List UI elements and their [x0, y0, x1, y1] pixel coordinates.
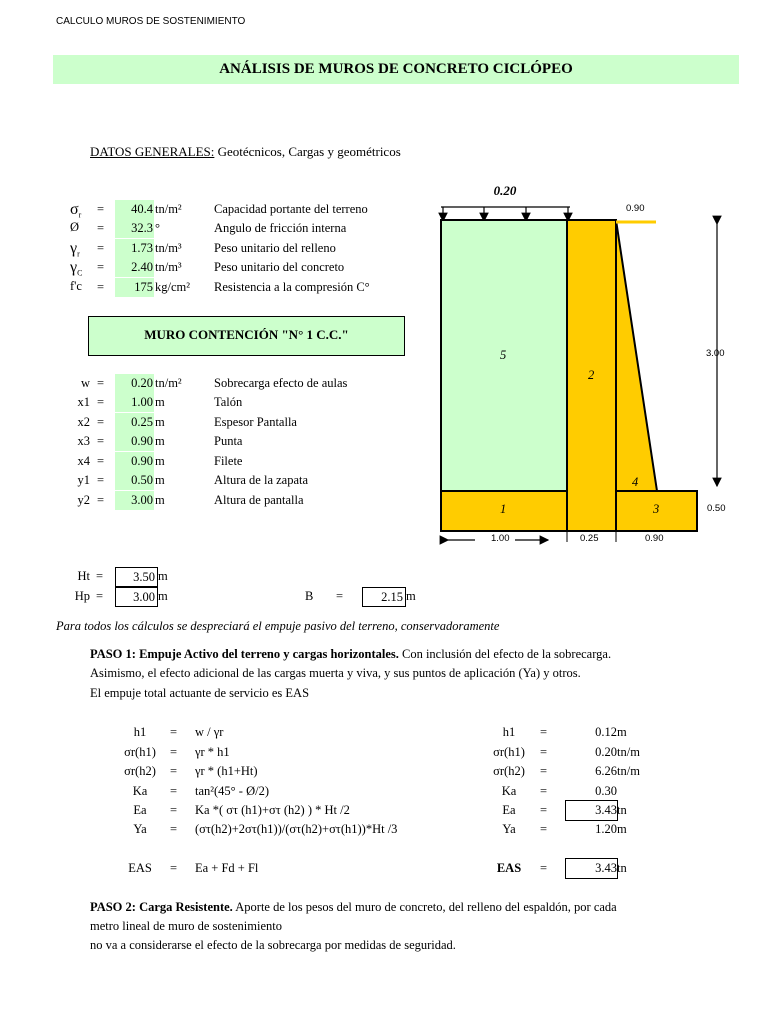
- result-eq: =: [540, 725, 548, 739]
- result-label: σr(h2): [493, 764, 525, 778]
- page-title: ANÁLISIS DE MUROS DE CONCRETO CICLÓPEO: [219, 61, 573, 77]
- datos-unit: °: [155, 221, 160, 235]
- muro-description: Altura de pantalla: [214, 493, 304, 507]
- paso2-title: PASO 2: Carga Resistente.: [90, 900, 233, 914]
- datos-symbol: [70, 201, 92, 220]
- formula-lhs: h1: [133, 725, 147, 739]
- datos-value: 40.4: [115, 200, 154, 219]
- result-unit: m: [617, 822, 627, 836]
- result-label: σr(h1): [493, 745, 525, 759]
- symbol-main: f'c: [70, 279, 82, 293]
- formula-eq: =: [170, 784, 178, 798]
- datos-symbol: [70, 240, 92, 259]
- result-eq: =: [540, 822, 548, 836]
- result-eq: =: [540, 803, 548, 817]
- eas-result-label: EAS: [496, 861, 522, 875]
- muro-symbol: x2: [77, 415, 90, 429]
- datos-symbol: [70, 220, 92, 235]
- paso1-line1: [90, 647, 611, 662]
- wall-section-diagram: [420, 180, 740, 550]
- symbol-main: γ: [70, 240, 78, 257]
- muro-value: 0.50: [115, 471, 154, 490]
- ht-label: Ht: [77, 569, 90, 583]
- formula-lhs: σr(h1): [124, 745, 156, 759]
- muro-eq: =: [97, 434, 105, 448]
- dim-stem-label: 0.25: [580, 533, 599, 544]
- eas-value: 3.43: [565, 858, 618, 879]
- datos-description: Peso unitario del concreto: [214, 260, 345, 274]
- muro-description: Altura de la zapata: [214, 473, 309, 487]
- result-unit: tn: [617, 803, 627, 817]
- datos-eq: =: [97, 221, 105, 235]
- result-eq: =: [540, 745, 548, 759]
- paso2-line1: [90, 900, 617, 915]
- symbol-main: γ: [70, 259, 78, 276]
- muro-description: Espesor Pantalla: [214, 415, 297, 429]
- eas-formula: Ea + Fd + Fl: [195, 861, 259, 875]
- zone-5-label: 5: [500, 348, 507, 362]
- formula-eq: =: [170, 764, 178, 778]
- zone-3-label: 3: [653, 502, 660, 516]
- muro-symbol: x4: [77, 454, 90, 468]
- datos-eq: =: [97, 241, 105, 255]
- datos-unit: tn/m³: [155, 241, 182, 255]
- muro-value: 3.00: [115, 491, 154, 510]
- formula-eq: =: [170, 803, 178, 817]
- result-label: h1: [502, 725, 516, 739]
- hp-value: 3.00: [115, 587, 158, 607]
- zone-4-label: 4: [632, 475, 639, 489]
- muro-unit: m: [155, 415, 165, 429]
- datos-symbol: [70, 279, 92, 294]
- datos-heading: [90, 144, 401, 160]
- muro-eq: =: [97, 376, 105, 390]
- dim-toe-label: 0.90: [645, 533, 664, 544]
- result-value: 0.12: [595, 725, 617, 739]
- formula-expression: γr * h1: [195, 745, 230, 759]
- muro-symbol: x3: [77, 434, 90, 448]
- formula-expression: γr * (h1+Ht): [195, 764, 258, 778]
- datos-description: Angulo de fricción interna: [214, 221, 347, 235]
- formula-expression: tan²(45° - Ø/2): [195, 784, 270, 798]
- datos-description: Peso unitario del relleno: [214, 241, 336, 255]
- datos-eq: =: [97, 260, 105, 274]
- muro-unit: m: [155, 473, 165, 487]
- datos-unit: tn/m³: [155, 260, 182, 274]
- result-label: Ka: [501, 784, 517, 798]
- muro-symbol: x1: [77, 395, 90, 409]
- paso2-line3: no va a considerarse el efecto de la sobrecarga por medidas de seguridad.: [90, 938, 456, 952]
- muro-symbol: w: [80, 376, 90, 390]
- eas-lhs: EAS: [128, 861, 152, 875]
- result-unit: tn/m: [617, 764, 640, 778]
- muro-unit: m: [155, 493, 165, 507]
- muro-description: Filete: [214, 454, 243, 468]
- muro-unit: m: [155, 434, 165, 448]
- datos-value: 32.3: [115, 219, 154, 238]
- muro-unit: m: [155, 395, 165, 409]
- datos-eq: =: [97, 280, 105, 294]
- muro-description: Talón: [214, 395, 243, 409]
- muro-eq: =: [97, 454, 105, 468]
- muro-eq: =: [97, 415, 105, 429]
- muro-unit: m: [155, 454, 165, 468]
- muro-value: 0.25: [115, 413, 154, 432]
- muro-description: Sobrecarga efecto de aulas: [214, 376, 348, 390]
- result-value: 1.20: [595, 822, 617, 836]
- hp-unit: m: [158, 589, 168, 603]
- formula-expression: w / γr: [195, 725, 224, 739]
- eas-unit: tn: [617, 861, 627, 875]
- hp-label: Hp: [74, 589, 90, 603]
- result-value: 0.20: [595, 745, 617, 759]
- symbol-subscript: r: [78, 210, 82, 220]
- formula-lhs: σr(h2): [124, 764, 156, 778]
- formula-eq: =: [170, 822, 178, 836]
- ht-unit: m: [158, 569, 168, 583]
- muro-value: 0.90: [115, 432, 154, 451]
- result-value: 0.30: [595, 784, 617, 798]
- muro-value: 0.90: [115, 452, 154, 471]
- b-value: 2.15: [362, 587, 406, 607]
- dim-heel-label: 1.00: [491, 533, 510, 544]
- symbol-subscript: r: [77, 249, 80, 259]
- document-header: CALCULO MUROS DE SOSTENIMIENTO: [56, 16, 246, 27]
- height-label: 3.00: [706, 348, 725, 359]
- datos-symbol: [70, 259, 92, 278]
- paso1-line2: Asimismo, el efecto adicional de las cargas muerta y viva, y sus puntos de aplicación (Ya) y otros.: [90, 666, 581, 680]
- muro-value: 0.20: [115, 374, 154, 393]
- eas-eq: =: [170, 861, 178, 875]
- muro-unit: tn/m²: [155, 376, 182, 390]
- muro-value: 1.00: [115, 393, 154, 412]
- paso1-text: Con inclusión del efecto de la sobrecarga.: [398, 647, 612, 661]
- zone-2-label: 2: [588, 368, 595, 382]
- b-eq: =: [336, 589, 344, 603]
- hp-eq: =: [96, 589, 104, 603]
- symbol-subscript: C: [77, 268, 83, 278]
- muro-eq: =: [97, 493, 105, 507]
- result-label: Ea: [502, 803, 516, 817]
- datos-value: 175: [115, 278, 154, 297]
- formula-expression: (στ(h2)+2στ(h1))/(στ(h2)+στ(h1))*Ht /3: [195, 822, 398, 836]
- load-value: 0.20: [493, 183, 517, 198]
- formula-lhs: Ka: [132, 784, 148, 798]
- datos-value: 1.73: [115, 239, 154, 258]
- base-height-label: 0.50: [707, 503, 726, 514]
- paso2-line2: metro lineal de muro de sostenimiento: [90, 919, 282, 933]
- symbol-main: Ø: [70, 220, 80, 234]
- datos-eq: =: [97, 202, 105, 216]
- b-label: B: [305, 589, 314, 603]
- formula-eq: =: [170, 725, 178, 739]
- paso1-title: PASO 1: Empuje Activo del terreno y cargas horizontales.: [90, 647, 399, 661]
- top-width-label: 0.90: [626, 203, 645, 214]
- datos-description: Resistencia a la compresión C°: [214, 280, 370, 294]
- datos-sub: Geotécnicos, Cargas y geométricos: [214, 144, 401, 159]
- result-unit: m: [617, 725, 627, 739]
- symbol-main: σ: [70, 201, 79, 218]
- result-unit: tn/m: [617, 745, 640, 759]
- muro-description: Punta: [214, 434, 243, 448]
- fillet-zone-4: [616, 220, 657, 491]
- ht-value: 3.50: [115, 567, 158, 587]
- result-value: 3.43: [565, 800, 618, 821]
- datos-description: Capacidad portante del terreno: [214, 202, 368, 216]
- datos-unit: tn/m²: [155, 202, 182, 216]
- formula-expression: Ka *( στ (h1)+στ (h2) ) * Ht /2: [195, 803, 350, 817]
- muro-symbol: y1: [77, 473, 90, 487]
- result-value: 6.26: [595, 764, 617, 778]
- muro-eq: =: [97, 473, 105, 487]
- result-eq: =: [540, 764, 548, 778]
- datos-unit: kg/cm²: [155, 280, 190, 294]
- b-unit: m: [406, 589, 416, 603]
- formula-eq: =: [170, 745, 178, 759]
- result-eq: =: [540, 784, 548, 798]
- ht-eq: =: [96, 569, 104, 583]
- formula-lhs: Ya: [133, 822, 147, 836]
- paso2-text: Aporte de los pesos del muro de concreto, del relleno del espaldón, por cada: [232, 900, 617, 914]
- muro-symbol: y2: [77, 493, 90, 507]
- formula-lhs: Ea: [133, 803, 147, 817]
- eas-result-eq: =: [540, 861, 548, 875]
- datos-label: DATOS GENERALES:: [90, 144, 215, 159]
- paso1-line3: El empuje total actuante de servicio es EAS: [90, 686, 310, 700]
- result-label: Ya: [502, 822, 516, 836]
- muro-title: MURO CONTENCIÓN "N° 1 C.C.": [144, 327, 349, 342]
- zone-1-label: 1: [500, 502, 507, 516]
- passive-pressure-note: Para todos los cálculos se despreciará el empuje pasivo del terreno, conservadoramente: [56, 619, 500, 633]
- muro-eq: =: [97, 395, 105, 409]
- datos-value: 2.40: [115, 258, 154, 277]
